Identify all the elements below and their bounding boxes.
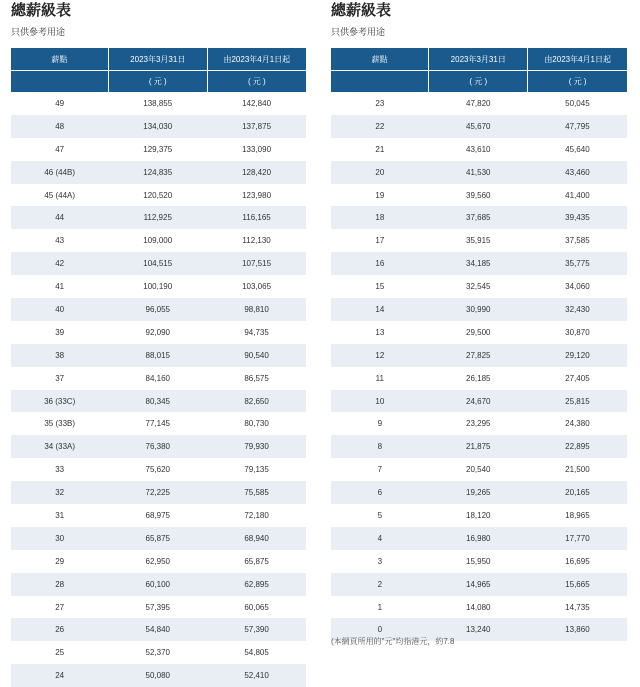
cell-from-2023-04-01: 30,870 [528,321,627,344]
table-row [11,504,306,527]
cell-2023-03-31: 41,530 [429,161,528,184]
cell-point: 21 [331,138,429,161]
table-row [331,275,627,298]
cell-2023-03-31: 104,515 [108,252,207,275]
cell-2023-03-31: 18,120 [429,504,528,527]
left-salary-panel [11,0,306,687]
cell-point: 3 [331,550,429,573]
cell-point: 33 [11,458,108,481]
table-row [11,184,306,207]
cell-point: 42 [11,252,108,275]
table-row [331,161,627,184]
cell-point: 12 [331,344,429,367]
cell-point: 43 [11,229,108,252]
cell-2023-03-31: 14,965 [429,573,528,596]
cell-point: 31 [11,504,108,527]
cell-2023-03-31: 92,090 [108,321,207,344]
cell-point: 41 [11,275,108,298]
cell-from-2023-04-01: 20,165 [528,481,627,504]
cell-2023-03-31: 60,100 [108,573,207,596]
currency-footnote: (本網頁所用的"元"均指港元，約7.8 [331,637,455,646]
cell-point: 38 [11,344,108,367]
cell-from-2023-04-01: 68,940 [207,527,306,550]
table-row [331,367,627,390]
cell-point: 27 [11,596,108,619]
cell-2023-03-31: 77,145 [108,412,207,435]
cell-2023-03-31: 43,610 [429,138,528,161]
cell-2023-03-31: 15,950 [429,550,528,573]
cell-point: 37 [11,367,108,390]
cell-2023-03-31: 30,990 [429,298,528,321]
table-row [331,596,627,619]
table-row [11,641,306,664]
cell-from-2023-04-01: 133,090 [207,138,306,161]
cell-point: 1 [331,596,429,619]
cell-from-2023-04-01: 107,515 [207,252,306,275]
cell-point: 40 [11,298,108,321]
cell-from-2023-04-01: 112,130 [207,229,306,252]
table-row [331,115,627,138]
table-row [331,321,627,344]
unit-from-2023-04-01: ( 元 ) [528,71,627,93]
cell-point: 35 (33B) [11,412,108,435]
cell-point: 7 [331,458,429,481]
cell-from-2023-04-01: 82,650 [207,390,306,413]
table-row [331,206,627,229]
cell-2023-03-31: 21,875 [429,435,528,458]
table-row [11,618,306,641]
cell-from-2023-04-01: 34,060 [528,275,627,298]
table-row [331,573,627,596]
cell-from-2023-04-01: 52,410 [207,664,306,687]
cell-point: 11 [331,367,429,390]
cell-2023-03-31: 29,500 [429,321,528,344]
cell-from-2023-04-01: 79,930 [207,435,306,458]
cell-point: 24 [11,664,108,687]
cell-point: 30 [11,527,108,550]
table-row [11,344,306,367]
table-row [11,367,306,390]
cell-2023-03-31: 100,190 [108,275,207,298]
table-row [11,596,306,619]
table-row [331,184,627,207]
cell-2023-03-31: 13,240 [429,618,528,641]
cell-from-2023-04-01: 32,430 [528,298,627,321]
cell-from-2023-04-01: 62,895 [207,573,306,596]
cell-point: 15 [331,275,429,298]
cell-2023-03-31: 129,375 [108,138,207,161]
cell-2023-03-31: 65,875 [108,527,207,550]
cell-point: 13 [331,321,429,344]
cell-2023-03-31: 45,670 [429,115,528,138]
cell-from-2023-04-01: 14,735 [528,596,627,619]
header-2023-03-31: 2023年3月31日 [108,48,207,71]
cell-from-2023-04-01: 90,540 [207,344,306,367]
cell-2023-03-31: 20,540 [429,458,528,481]
table-row [11,321,306,344]
cell-point: 6 [331,481,429,504]
cell-from-2023-04-01: 86,575 [207,367,306,390]
unit-point [331,71,429,93]
cell-point: 29 [11,550,108,573]
table-row [331,298,627,321]
cell-from-2023-04-01: 54,805 [207,641,306,664]
cell-2023-03-31: 88,015 [108,344,207,367]
cell-from-2023-04-01: 37,585 [528,229,627,252]
unit-point [11,71,108,93]
table-row [331,458,627,481]
cell-2023-03-31: 72,225 [108,481,207,504]
right-salary-panel [331,0,627,646]
cell-point: 48 [11,115,108,138]
cell-from-2023-04-01: 18,965 [528,504,627,527]
table-row [331,481,627,504]
cell-from-2023-04-01: 17,770 [528,527,627,550]
cell-from-2023-04-01: 137,875 [207,115,306,138]
cell-from-2023-04-01: 15,665 [528,573,627,596]
cell-from-2023-04-01: 79,135 [207,458,306,481]
cell-point: 9 [331,412,429,435]
cell-point: 23 [331,92,429,115]
left-header-row [11,48,306,71]
cell-from-2023-04-01: 45,640 [528,138,627,161]
cell-from-2023-04-01: 80,730 [207,412,306,435]
cell-from-2023-04-01: 27,405 [528,367,627,390]
cell-from-2023-04-01: 22,895 [528,435,627,458]
cell-from-2023-04-01: 24,380 [528,412,627,435]
cell-point: 2 [331,573,429,596]
cell-2023-03-31: 134,030 [108,115,207,138]
table-row [331,527,627,550]
cell-point: 46 (44B) [11,161,108,184]
cell-from-2023-04-01: 123,980 [207,184,306,207]
header-point: 薪點 [11,48,108,71]
table-row [11,252,306,275]
table-row [331,435,627,458]
table-row [331,252,627,275]
table-row [11,229,306,252]
right-table-body [331,92,627,641]
table-row [11,573,306,596]
table-row [331,550,627,573]
cell-2023-03-31: 19,265 [429,481,528,504]
cell-2023-03-31: 75,620 [108,458,207,481]
table-row [331,138,627,161]
table-row [11,92,306,115]
cell-from-2023-04-01: 98,810 [207,298,306,321]
cell-from-2023-04-01: 142,840 [207,92,306,115]
left-unit-row [11,71,306,93]
cell-point: 22 [331,115,429,138]
cell-from-2023-04-01: 25,815 [528,390,627,413]
cell-2023-03-31: 124,835 [108,161,207,184]
cell-point: 25 [11,641,108,664]
table-row [331,92,627,115]
cell-from-2023-04-01: 50,045 [528,92,627,115]
table-row [11,664,306,687]
cell-2023-03-31: 14,080 [429,596,528,619]
table-row [11,527,306,550]
cell-2023-03-31: 54,840 [108,618,207,641]
cell-2023-03-31: 52,370 [108,641,207,664]
cell-from-2023-04-01: 75,585 [207,481,306,504]
cell-point: 36 (33C) [11,390,108,413]
unit-2023-03-31: ( 元 ) [108,71,207,93]
table-row [11,481,306,504]
cell-from-2023-04-01: 43,460 [528,161,627,184]
cell-from-2023-04-01: 39,435 [528,206,627,229]
cell-from-2023-04-01: 103,065 [207,275,306,298]
cell-point: 16 [331,252,429,275]
table-row [331,229,627,252]
right-page-title: 總薪級表 [331,2,392,19]
cell-point: 39 [11,321,108,344]
cell-point: 18 [331,206,429,229]
cell-2023-03-31: 27,825 [429,344,528,367]
cell-point: 0 [331,618,429,641]
cell-from-2023-04-01: 16,695 [528,550,627,573]
cell-2023-03-31: 96,055 [108,298,207,321]
right-salary-table [331,48,627,641]
left-page-subtitle: 只供參考用途 [11,27,66,37]
cell-2023-03-31: 47,820 [429,92,528,115]
header-from-2023-04-01: 由2023年4月1日起 [528,48,627,71]
cell-2023-03-31: 26,185 [429,367,528,390]
table-row [331,504,627,527]
table-row [11,298,306,321]
cell-point: 47 [11,138,108,161]
cell-from-2023-04-01: 94,735 [207,321,306,344]
left-page-title: 總薪級表 [11,2,72,19]
cell-point: 17 [331,229,429,252]
cell-2023-03-31: 24,670 [429,390,528,413]
cell-2023-03-31: 138,855 [108,92,207,115]
cell-point: 28 [11,573,108,596]
cell-point: 32 [11,481,108,504]
table-row [11,390,306,413]
table-row [331,390,627,413]
cell-2023-03-31: 23,295 [429,412,528,435]
cell-from-2023-04-01: 41,400 [528,184,627,207]
unit-2023-03-31: ( 元 ) [429,71,528,93]
cell-2023-03-31: 120,520 [108,184,207,207]
cell-2023-03-31: 35,915 [429,229,528,252]
cell-point: 44 [11,206,108,229]
cell-2023-03-31: 32,545 [429,275,528,298]
cell-2023-03-31: 112,925 [108,206,207,229]
cell-from-2023-04-01: 57,390 [207,618,306,641]
cell-from-2023-04-01: 21,500 [528,458,627,481]
cell-2023-03-31: 109,000 [108,229,207,252]
cell-from-2023-04-01: 116,165 [207,206,306,229]
cell-point: 19 [331,184,429,207]
left-salary-table [11,48,306,687]
header-2023-03-31: 2023年3月31日 [429,48,528,71]
left-table-body [11,92,306,687]
table-row [11,550,306,573]
table-row [11,115,306,138]
cell-point: 8 [331,435,429,458]
cell-2023-03-31: 34,185 [429,252,528,275]
cell-point: 20 [331,161,429,184]
cell-2023-03-31: 39,560 [429,184,528,207]
cell-from-2023-04-01: 35,775 [528,252,627,275]
cell-point: 14 [331,298,429,321]
right-header-row [331,48,627,71]
cell-2023-03-31: 76,380 [108,435,207,458]
table-row [11,412,306,435]
table-row [11,275,306,298]
cell-point: 5 [331,504,429,527]
right-unit-row [331,71,627,93]
right-page-subtitle: 只供參考用途 [331,27,386,37]
table-row [11,138,306,161]
table-row [11,206,306,229]
table-row [331,412,627,435]
table-row [331,344,627,367]
cell-point: 26 [11,618,108,641]
cell-from-2023-04-01: 128,420 [207,161,306,184]
table-row [11,458,306,481]
unit-from-2023-04-01: ( 元 ) [207,71,306,93]
cell-2023-03-31: 84,160 [108,367,207,390]
cell-point: 34 (33A) [11,435,108,458]
cell-point: 4 [331,527,429,550]
header-point: 薪點 [331,48,429,71]
cell-point: 45 (44A) [11,184,108,207]
cell-2023-03-31: 16,980 [429,527,528,550]
table-row [11,435,306,458]
cell-2023-03-31: 57,395 [108,596,207,619]
cell-from-2023-04-01: 47,795 [528,115,627,138]
cell-from-2023-04-01: 29,120 [528,344,627,367]
cell-from-2023-04-01: 72,180 [207,504,306,527]
table-row [11,161,306,184]
cell-from-2023-04-01: 65,875 [207,550,306,573]
cell-2023-03-31: 62,950 [108,550,207,573]
cell-2023-03-31: 50,080 [108,664,207,687]
cell-from-2023-04-01: 60,065 [207,596,306,619]
cell-from-2023-04-01: 13,860 [528,618,627,641]
header-from-2023-04-01: 由2023年4月1日起 [207,48,306,71]
cell-point: 10 [331,390,429,413]
cell-2023-03-31: 68,975 [108,504,207,527]
cell-2023-03-31: 80,345 [108,390,207,413]
cell-point: 49 [11,92,108,115]
cell-2023-03-31: 37,685 [429,206,528,229]
